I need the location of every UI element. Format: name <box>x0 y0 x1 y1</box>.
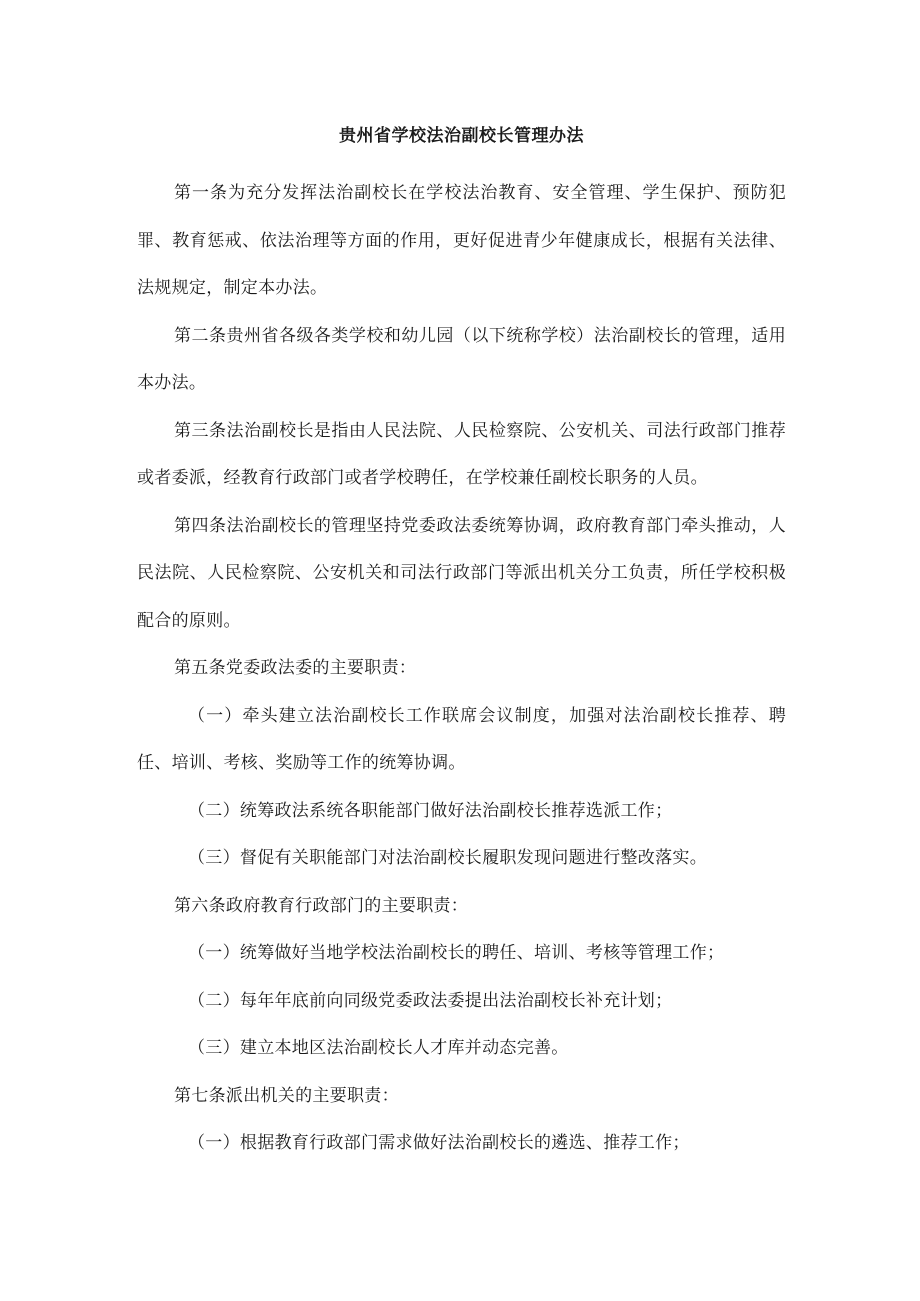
article-1: 第一条为充分发挥法治副校长在学校法治教育、安全管理、学生保护、预防犯罪、教育惩戒、依法治理等方面的作用，更好促进青少年健康成长，根据有关法律、法规规定，制定本办法。 <box>137 183 786 298</box>
document-body <box>137 170 786 1168</box>
document-title: 贵州省学校法治副校长管理办法 <box>339 126 584 146</box>
article-2: 第二条贵州省各级各类学校和幼儿园（以下统称学校）法治副校长的管理，适用本办法。 <box>137 325 786 393</box>
article-5-item-3: （三）督促有关职能部门对法治副校长履职发现问题进行整改落实。 <box>188 848 707 868</box>
article-7-item-1: （一）根据教育行政部门需求做好法治副校长的遴选、推荐工作； <box>188 1133 690 1153</box>
article-5-item-1: （一）牵头建立法治副校长工作联席会议制度，加强对法治副校长推荐、聘任、培训、考核、奖励等工作的统筹协调。 <box>137 705 786 773</box>
article-5-item-2: （二）统筹政法系统各职能部门做好法治副校长推荐选派工作； <box>188 800 673 821</box>
article-5-heading: 第五条党委政法委的主要职责： <box>174 658 417 678</box>
article-6-item-1: （一）统筹做好当地学校法治副校长的聘任、培训、考核等管理工作； <box>188 943 725 963</box>
article-4: 第四条法治副校长的管理坚持党委政法委统筹协调，政府教育部门牵头推动，人民法院、人民检察院、公安机关和司法行政部门等派出机关分工负责，所任学校积极配合的原则。 <box>137 515 786 631</box>
article-6-item-2: （二）每年年底前向同级党委政法委提出法治副校长补充计划； <box>188 990 673 1011</box>
article-6-item-3: （三）建立本地区法治副校长人才库并动态完善。 <box>188 1038 569 1058</box>
article-3: 第三条法治副校长是指由人民法院、人民检察院、公安机关、司法行政部门推荐或者委派，经教育行政部门或者学校聘任，在学校兼任副校长职务的人员。 <box>137 420 786 488</box>
article-7-heading: 第七条派出机关的主要职责： <box>174 1085 399 1106</box>
article-6-heading: 第六条政府教育行政部门的主要职责： <box>174 895 469 916</box>
